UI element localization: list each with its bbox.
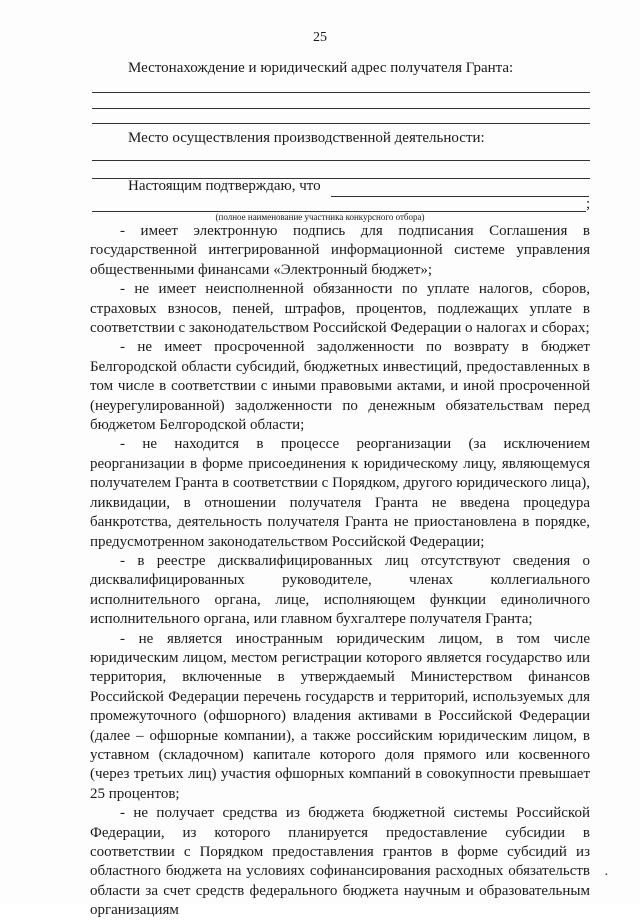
location-fill-line-1 xyxy=(92,92,590,93)
paragraph-no-disqualified-persons: - в реестре дисквалифицированных лиц отсутствуют сведения о дисквалифицированных руководителе, членах коллегиального исполнительного органа, лице, исполняющем функции единоличного исполнительного органа, или главном бухгалтере получателя Гранта; xyxy=(90,552,590,628)
location-fill-line-3 xyxy=(92,123,590,124)
declaration-body xyxy=(90,222,590,921)
paragraph-no-budget-funds: - не получает средства из бюджета бюджетной системы Российской Федерации, из которого планируется предоставление субсидии в соответствии с Порядком предоставления грантов в форме субсидий из областного бюджета на условиях софинансирования расходных обязательств области за счет средств федерального бюджета научным и образовательным организациям xyxy=(90,805,590,919)
confirm-fill-line-inline xyxy=(331,196,589,197)
activity-field-label: Место осуществления производственной деятельности: xyxy=(128,130,485,146)
location-fill-line-2 xyxy=(92,108,590,109)
scan-mark: · xyxy=(604,868,609,883)
paragraph-not-foreign-entity: - не является иностранным юридическим лицом, в том числе юридическим лицом, местом регистрации которого является государство или территория, включенные в утверждаемый Министерством финансов Российской Федерации перечень государств и территорий, используемых для промежуточного (офшорного) владения активами в Российской Федерации (далее – офшорные компании), а также российским юридическим лицом, в уставном (складочном) капитале которого доля прямого или косвенного (через третьих лиц) участия офшорных компаний в совокупности превышает 25 процентов; xyxy=(90,630,590,802)
activity-fill-line-1 xyxy=(92,160,590,161)
participant-name-caption: (полное наименование участника конкурсного отбора) xyxy=(215,212,425,222)
paragraph-no-tax-debt: - не имеет неисполненной обязанности по уплате налогов, сборов, страховых взносов, пеней, штрафов, процентов, подлежащих уплате в соответствии с законодательством Российской Федерации о налогах и сборах; xyxy=(90,281,590,337)
paragraph-no-overdue-debt: - не имеет просроченной задолженности по возврату в бюджет Белгородской области субсидий, бюджетных инвестиций, предоставленных в том числе в соответствии с иными правовыми актами, и иной просроченной (неурегулированной) задолженности по денежным обязательствам перед бюджетом Белгородской области; xyxy=(90,339,590,434)
confirm-end-mark: ; xyxy=(586,196,591,212)
confirm-field-label: Настоящим подтверждаю, что xyxy=(128,178,321,194)
page-number: 25 xyxy=(313,30,327,45)
paragraph-not-reorganizing: - не находится в процессе реорганизации (за исключением реорганизации в форме присоединения к юридическому лицу, являющемуся получателем Гранта в соответствии с Порядком, другого юридического лица), ликвидации, в отношении получателя Гранта не введена процедура банкротства, деятельность получателя Гранта не приостановлена в порядке, предусмотренном законодательством Российской Федерации; xyxy=(90,436,590,550)
location-field-label: Местонахождение и юридический адрес получателя Гранта: xyxy=(128,60,514,76)
paragraph-electronic-signature: - имеет электронную подпись для подписания Соглашения в государственной интегрированной информационной системе управления общественными финансами «Электронный бюджет»; xyxy=(90,223,590,278)
